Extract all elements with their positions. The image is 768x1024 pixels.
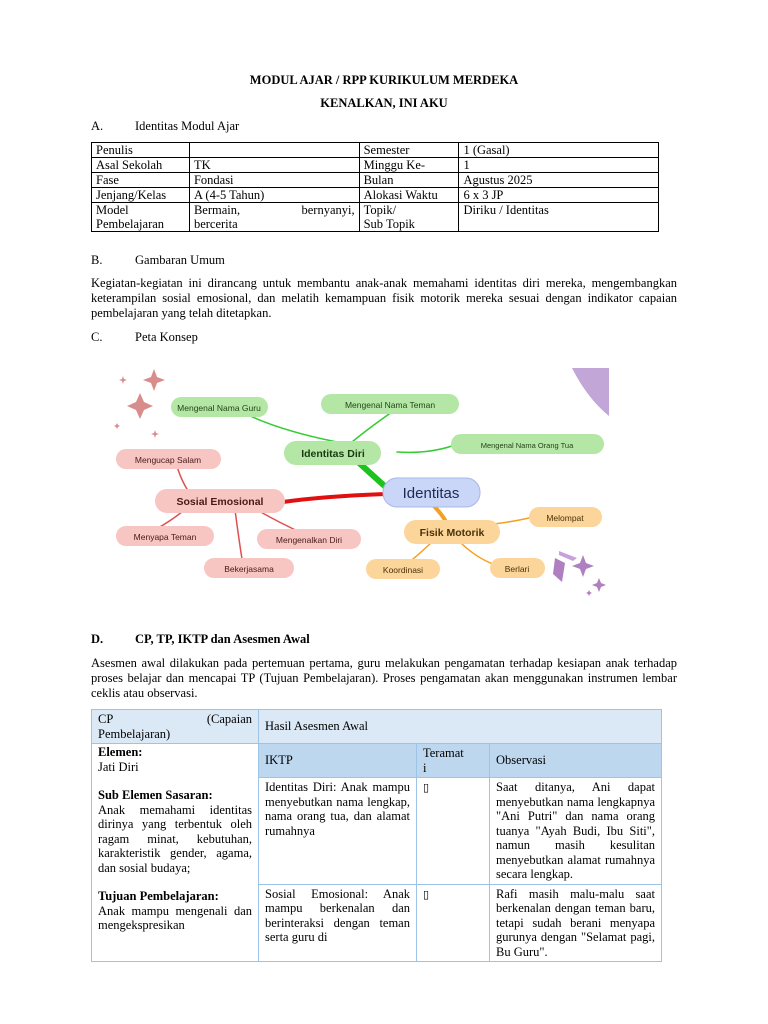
document-subtitle: KENALKAN, INI AKU xyxy=(320,96,448,110)
mengenalkan-node: Mengenalkan Diri xyxy=(275,535,343,545)
identity-label: Bulan xyxy=(359,173,459,188)
checkbox-icon[interactable]: ▯ xyxy=(423,781,430,794)
identity-value: Diriku / Identitas xyxy=(459,203,659,232)
section-c-number: C. xyxy=(91,330,103,344)
section-d-paragraph: Asesmen awal dilakukan pada pertemuan pertama, guru melakukan pengamatan terhadap kesiapan anak terhadap proses belajar dan mencapai TP (Tujuan Pembelajaran). Proses pengamatan akan menggunakan instrumen lembar ceklis atau observasi. xyxy=(91,656,677,700)
koordinasi-node: Koordinasi xyxy=(382,565,424,575)
teramati-cell xyxy=(417,778,490,885)
melompat-node: Melompat xyxy=(546,513,584,523)
star-icon xyxy=(114,423,120,429)
star-icon xyxy=(592,578,606,592)
section-b-body xyxy=(91,276,677,321)
corner-decoration xyxy=(572,368,609,416)
elemen-label: Elemen: xyxy=(98,745,143,759)
hasil-header: Hasil Asesmen Awal xyxy=(259,710,662,744)
star-icon xyxy=(119,376,127,384)
identity-value: 1 xyxy=(459,158,659,173)
identity-value: Bermain, bernyanyi, bercerita xyxy=(189,203,359,232)
section-c-heading xyxy=(91,330,198,345)
corner-decoration xyxy=(559,551,577,561)
checkbox-icon[interactable]: ▯ xyxy=(423,887,430,901)
identity-label: Penulis xyxy=(92,143,190,158)
table-row xyxy=(92,188,659,203)
section-a-title: Identitas Modul Ajar xyxy=(135,119,240,133)
identitas-diri-node: Identitas Diri xyxy=(301,448,365,460)
observasi-cell: Saat ditanya, Ani dapat menyebutkan nama lengkapnya "Ani Putri" dan nama orang tuanya "Ayah Budi, Ibu Siti", namun masih kesulitan menyebutkan alamat rumahnya secara lengkap. xyxy=(490,778,662,885)
star-icon xyxy=(151,430,159,438)
tujuan-label: Tujuan Pembelajaran: xyxy=(98,889,219,903)
sub-elemen-value: Anak memahami identitas dirinya yang terbentuk oleh ragam minat, kebutuhan, karakteristik gender, agama, dan sosial budaya; xyxy=(98,802,252,875)
ortu-node: Mengenal Nama Orang Tua xyxy=(480,441,574,450)
section-a-heading xyxy=(91,119,239,134)
table-row xyxy=(92,710,662,744)
concept-map xyxy=(107,368,609,596)
section-d-heading xyxy=(91,632,310,647)
tujuan-value: Anak mampu mengenali dan mengekspresikan xyxy=(98,903,252,932)
bekerjasama-node: Bekerjasama xyxy=(224,564,274,574)
identity-label: Minggu Ke- xyxy=(359,158,459,173)
section-b-paragraph: Kegiatan-kegiatan ini dirancang untuk membantu anak-anak memahami identitas diri mereka, mengembangkan keterampilan sosial emosional, dan melatih kemampuan fisik motorik mereka sesuai dengan indikator capaian pembelajaran yang telah ditetapkan. xyxy=(91,276,677,320)
observasi-cell: Rafi masih malu-malu saat berkenalan dengan teman baru, tetapi sudah berani menyapa gurunya dengan "Selamat pagi, Bu Guru". xyxy=(490,884,662,962)
table-row xyxy=(92,173,659,188)
menyapa-node: Menyapa Teman xyxy=(133,532,197,542)
identity-label: Semester xyxy=(359,143,459,158)
identity-label: Jenjang/Kelas xyxy=(92,188,190,203)
table-row xyxy=(92,203,659,232)
section-b-title: Gambaran Umum xyxy=(135,253,225,267)
observasi-header: Observasi xyxy=(490,744,662,778)
identity-value: A (4-5 Tahun) xyxy=(189,188,359,203)
section-b-heading xyxy=(91,253,225,268)
identity-value: Fondasi xyxy=(189,173,359,188)
identity-label: Asal Sekolah xyxy=(92,158,190,173)
iktp-header: IKTP xyxy=(259,744,417,778)
table-row xyxy=(92,744,662,778)
sosial-node: Sosial Emosional xyxy=(176,496,264,508)
iktp-cell: Identitas Diri: Anak mampu menyebutkan nama lengkap, nama orang tua, dan alamat rumahnya xyxy=(259,778,417,885)
center-node: Identitas xyxy=(402,485,460,502)
motorik-node: Fisik Motorik xyxy=(419,527,485,539)
identity-value: TK xyxy=(189,158,359,173)
identity-value: 6 x 3 JP xyxy=(459,188,659,203)
star-icon xyxy=(143,369,165,391)
section-d-number: D. xyxy=(91,632,104,646)
identity-label: Alokasi Waktu xyxy=(359,188,459,203)
teramati-header: Teramat i xyxy=(417,744,490,778)
section-c-title: Peta Konsep xyxy=(135,330,198,344)
section-d-body xyxy=(91,656,677,701)
cp-header: CP (Capaian Pembelajaran) xyxy=(92,710,259,744)
identity-value: Agustus 2025 xyxy=(459,173,659,188)
identity-value xyxy=(189,143,359,158)
teman-node: Mengenal Nama Teman xyxy=(344,400,436,410)
star-icon xyxy=(127,393,153,419)
elemen-value: Jati Diri xyxy=(98,759,139,774)
star-icon xyxy=(586,590,592,596)
sub-elemen-label: Sub Elemen Sasaran: xyxy=(98,788,213,802)
salam-node: Mengucap Salam xyxy=(134,455,202,465)
section-b-number: B. xyxy=(91,253,103,267)
section-d-title: CP, TP, IKTP dan Asesmen Awal xyxy=(135,632,310,646)
assessment-table xyxy=(91,709,662,962)
corner-decoration xyxy=(553,558,565,582)
guru-node: Mengenal Nama Guru xyxy=(177,403,261,413)
identity-label: Fase xyxy=(92,173,190,188)
berlari-node: Berlari xyxy=(504,564,530,574)
section-a-number: A. xyxy=(91,119,104,133)
cp-cell xyxy=(92,744,259,962)
table-row xyxy=(92,158,659,173)
identity-label: Model Pembelajaran xyxy=(92,203,190,232)
identity-table xyxy=(91,142,659,232)
table-row xyxy=(92,143,659,158)
teramati-cell xyxy=(417,884,490,962)
document-title: MODUL AJAR / RPP KURIKULUM MERDEKA xyxy=(249,73,519,87)
identity-label: Topik/ Sub Topik xyxy=(359,203,459,232)
iktp-cell: Sosial Emosional: Anak mampu berkenalan dan berinteraksi dengan teman serta guru di xyxy=(259,884,417,962)
identity-value: 1 (Gasal) xyxy=(459,143,659,158)
